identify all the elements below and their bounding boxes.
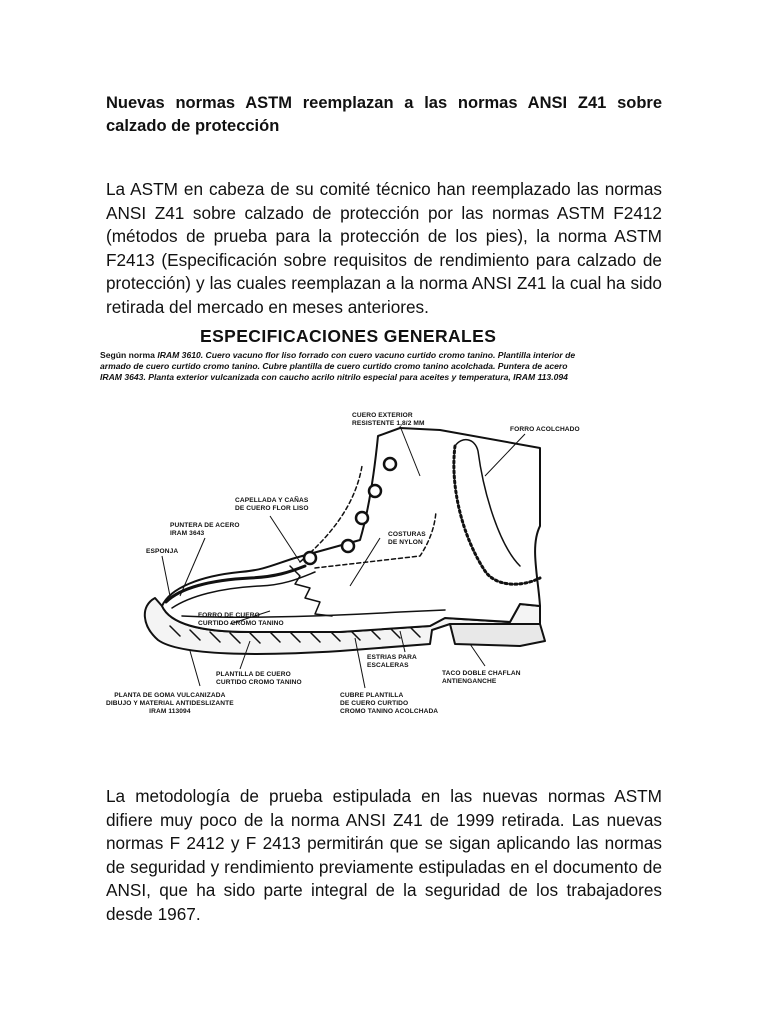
label-esponja: ESPONJA <box>146 548 179 555</box>
label-estrias: ESTRIAS PARA ESCALERAS <box>367 654 417 669</box>
methodology-paragraph: La metodología de prueba estipulada en las nuevas normas ASTM difiere muy poco de la norma ANSI Z41 de 1999 retirada. Las nuevas normas F 2412 y F 2413 permitirán que se sigan aplicando las normas de seguridad y rendimiento previamente estipuladas en el documento de ANSI, que ha sido parte integral de la seguridad de los trabajadores desde 1967. <box>106 786 662 924</box>
eyelet <box>356 512 368 524</box>
heel <box>450 624 545 646</box>
label-cubre-plantilla: CUBRE PLANTILLA DE CUERO CURTIDO CROMO TANINO ACOLCHADA <box>340 692 439 715</box>
label-forro-cuero: FORRO DE CUERO CURTIDO CROMO TANINO <box>198 612 284 627</box>
label-forro-acolchado: FORRO ACOLCHADO <box>510 426 580 433</box>
leader-line <box>162 556 170 596</box>
figure-heading: ESPECIFICACIONES GENERALES <box>200 326 497 346</box>
boot-specification-figure <box>100 326 580 726</box>
figure-note-lead: Según norma <box>100 350 155 360</box>
leader-line <box>270 516 300 562</box>
figure-note-text: IRAM 3610. Cuero vacuno flor liso forrado con cuero vacuno curtido cromo tanino. Plantilla interior de armado de cuero curtido cromo tanino. Cubre plantilla de cuero curtido cromo tanino acolchada. Puntera de acero IRAM 3643. Planta exterior vulcanizada con caucho acrilo nitrilo especial para aceites y temperatura, IRAM 113.094 <box>100 350 576 382</box>
leader-line <box>190 651 200 686</box>
label-taco: TACO DOBLE CHAFLAN ANTIENGANCHE <box>442 670 521 685</box>
label-puntera: PUNTERA DE ACERO IRAM 3643 <box>170 522 240 537</box>
eyelet <box>304 552 316 564</box>
label-planta: PLANTA DE GOMA VULCANIZADA DIBUJO Y MATERIAL ANTIDESLIZANTE IRAM 113094 <box>106 692 234 715</box>
label-cuero-exterior: CUERO EXTERIOR RESISTENTE 1,8/2 MM <box>352 412 425 427</box>
document-title: Nuevas normas ASTM reemplazan a las normas ANSI Z41 sobre calzado de protección <box>106 94 662 135</box>
label-costuras: COSTURAS DE NYLON <box>388 531 426 546</box>
intro-paragraph: La ASTM en cabeza de su comité técnico han reemplazado las normas ANSI Z41 sobre calzado de protección por las normas ASTM F2412 (métodos de prueba para la protección de los pies), la norma ASTM F2413 (Especificación sobre requisitos de rendimiento para calzado de protección) y las cuales reemplazan a la norma ANSI Z41 la cual ha sido retirada del mercado en meses anteriores. <box>106 179 662 317</box>
eyelet <box>384 458 396 470</box>
leader-line <box>470 644 485 666</box>
label-capellada: CAPELLADA Y CAÑAS DE CUERO FLOR LISO <box>235 497 309 512</box>
eyelet <box>369 485 381 497</box>
label-plantilla: PLANTILLA DE CUERO CURTIDO CROMO TANINO <box>216 671 302 686</box>
eyelet <box>342 540 354 552</box>
